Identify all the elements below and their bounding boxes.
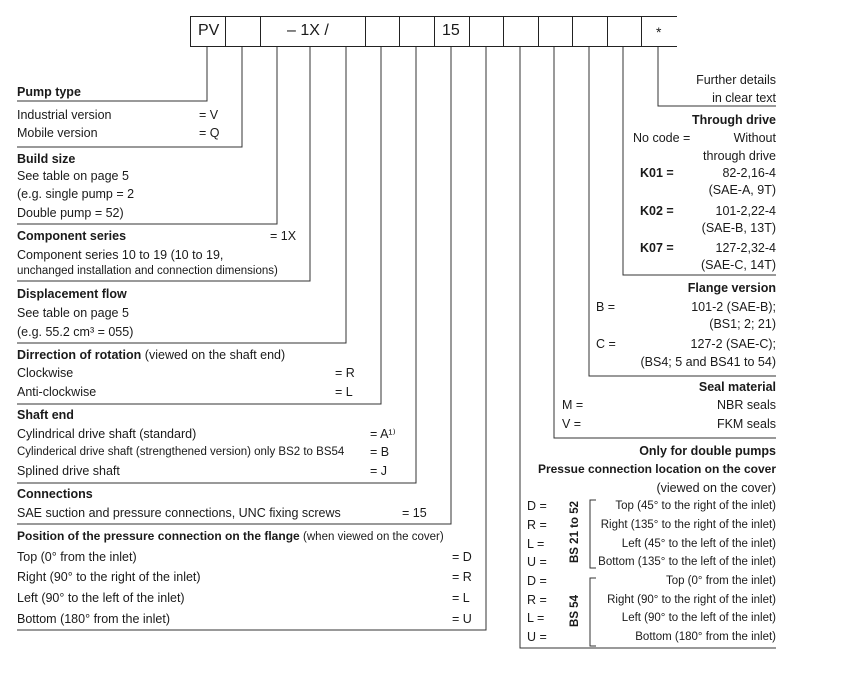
flange-c-v2: (BS4; 5 and BS41 to 54) — [640, 355, 776, 369]
pos-l-code: = L — [452, 591, 470, 605]
further-line1: Further details — [696, 73, 776, 87]
pressure-heading — [17, 529, 444, 545]
g2-u-code: U = — [527, 630, 547, 644]
displacement-title: Displacement flow — [17, 287, 127, 301]
k07-v2: (SAE-C, 14T) — [700, 258, 776, 272]
industrial-code: = V — [199, 108, 219, 122]
g1-r-label: Right (135° to the right of the inlet) — [600, 519, 776, 531]
code-15: 15 — [442, 22, 460, 39]
build-size-line1: See table on page 5 — [17, 169, 129, 183]
g2-l-code: L = — [527, 611, 545, 625]
shaft-end-title: Shaft end — [17, 408, 74, 422]
pos-r-code: = R — [452, 570, 472, 584]
group1-label: BS 21 to 52 — [569, 501, 581, 563]
build-size-title: Build size — [17, 152, 76, 166]
k07-v1: 127-2,32-4 — [715, 241, 776, 255]
pos-u-code: = U — [452, 612, 472, 626]
without-line2: through drive — [703, 149, 776, 163]
pos-u-label: Bottom (180° from the inlet) — [17, 612, 170, 626]
component-line1: Component series 10 to 19 (10 to 19, — [17, 248, 224, 262]
k02-code: K02 = — [640, 204, 674, 218]
seal-v-code: V = — [562, 417, 582, 431]
g2-r-code: R = — [527, 593, 547, 607]
pos-d-code: = D — [452, 550, 472, 564]
without-label: Without — [733, 131, 776, 145]
g1-d-code: D = — [527, 499, 547, 513]
pump-type-title: Pump type — [17, 85, 81, 99]
flange-title: Flange version — [687, 281, 776, 295]
pos-d-label: Top (0° from the inlet) — [17, 550, 137, 564]
seal-title: Seal material — [698, 380, 776, 394]
flange-b-v2: (BS1; 2; 21) — [709, 317, 776, 331]
rotation-title: Dirrection of rotation — [17, 348, 142, 362]
seal-m-code: M = — [562, 398, 584, 412]
component-code: = 1X — [270, 229, 297, 243]
component-line2: unchanged installation and connection dimensions) — [17, 265, 278, 277]
k02-v1: 101-2,22-4 — [715, 204, 776, 218]
industrial-label: Industrial version — [17, 108, 112, 122]
flange-b-v1: 101-2 (SAE-B); — [691, 300, 776, 314]
g2-d-label: Top (0° from the inlet) — [665, 575, 776, 587]
g2-d-code: D = — [527, 574, 547, 588]
flange-c-code: C = — [596, 337, 616, 351]
k01-v1: 82-2,16-4 — [722, 166, 776, 180]
seal-v-label: FKM seals — [716, 417, 776, 431]
mobile-code: = Q — [199, 126, 220, 140]
pressure-title: Position of the pressure connection on the flange — [17, 529, 300, 543]
g2-r-label: Right (90° to the right of the inlet) — [607, 594, 776, 606]
k02-v2: (SAE-B, 13T) — [701, 221, 776, 235]
pos-r-label: Right (90° to the right of the inlet) — [17, 570, 201, 584]
build-size-line3: Double pump = 52) — [17, 206, 124, 220]
k01-code: K01 = — [640, 166, 674, 180]
g1-u-label: Bottom (135° to the left of the inlet) — [598, 556, 776, 568]
through-drive-title: Through drive — [691, 113, 776, 127]
double-note: (viewed on the cover) — [656, 481, 776, 495]
k07-code: K07 = — [640, 241, 674, 255]
g1-r-code: R = — [527, 518, 547, 532]
double-subtitle: Pressue connection location on the cover — [537, 462, 776, 476]
shaft-j-label: Splined drive shaft — [17, 464, 120, 478]
clockwise-label: Clockwise — [17, 366, 74, 380]
mobile-label: Mobile version — [17, 126, 98, 140]
anticlockwise-code: = L — [335, 385, 353, 399]
displacement-line1: See table on page 5 — [17, 306, 129, 320]
code-star: * — [656, 24, 662, 40]
rotation-note: (viewed on the shaft end) — [144, 348, 286, 362]
build-size-line2: (e.g. single pump = 2 — [17, 187, 135, 201]
seal-m-label: NBR seals — [716, 398, 776, 412]
shaft-j-code: = J — [370, 464, 388, 478]
g1-d-label: Top (45° to the right of the inlet) — [615, 500, 776, 512]
k01-v2: (SAE-A, 9T) — [708, 183, 776, 197]
no-code-label: No code = — [633, 131, 691, 145]
g2-l-label: Left (90° to the left of the inlet) — [621, 612, 776, 624]
clockwise-code: = R — [335, 366, 355, 380]
shaft-b-label: Cylinderical drive shaft (strengthened version) only BS2 to BS54 — [17, 446, 345, 458]
g1-l-code: L = — [527, 537, 545, 551]
connections-label: SAE suction and pressure connections, UNC fixing screws — [17, 506, 341, 520]
shaft-a-code: = A¹⁾ — [370, 427, 396, 441]
flange-c-v1: 127-2 (SAE-C); — [690, 337, 776, 351]
pressure-note: (when viewed on the cover) — [303, 531, 444, 543]
anticlockwise-label: Anti-clockwise — [17, 385, 97, 399]
group2-label: BS 54 — [569, 595, 581, 627]
flange-b-code: B = — [596, 300, 616, 314]
shaft-a-label: Cylindrical drive shaft (standard) — [17, 427, 197, 441]
g2-u-label: Bottom (180° from the inlet) — [635, 631, 776, 643]
connections-title: Connections — [17, 487, 93, 501]
g1-u-code: U = — [527, 555, 547, 569]
connections-code: = 15 — [402, 506, 427, 520]
rotation-heading — [17, 348, 285, 363]
code-pv: PV — [198, 22, 220, 39]
shaft-b-code: = B — [370, 445, 390, 459]
pos-l-label: Left (90° to the left of the inlet) — [17, 591, 185, 605]
g1-l-label: Left (45° to the left of the inlet) — [621, 538, 776, 550]
code-1x: – 1X / — [287, 22, 329, 39]
double-title: Only for double pumps — [639, 444, 776, 458]
further-line2: in clear text — [712, 91, 776, 105]
component-title: Component series — [17, 229, 127, 243]
displacement-line2: (e.g. 55.2 cm³ = 055) — [17, 325, 134, 339]
